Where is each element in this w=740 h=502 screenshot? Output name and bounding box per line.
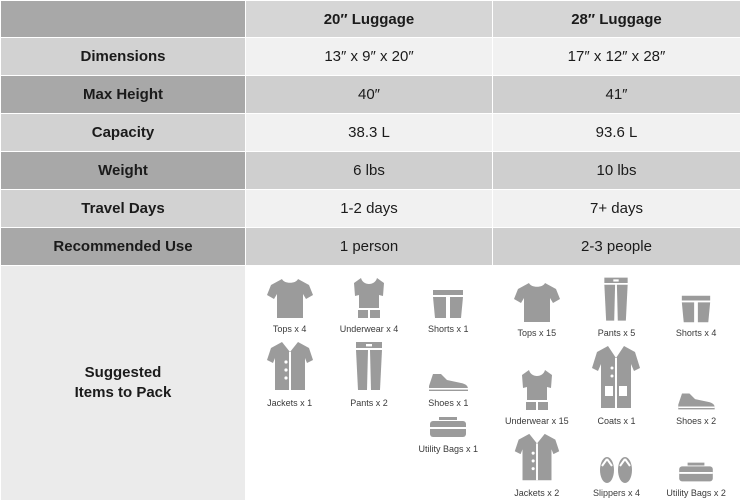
table-row [1,152,740,190]
row-label-max-height: Max Height [1,76,246,114]
table-row [1,228,740,266]
row-label-recommended-use: Recommended Use [1,228,246,266]
pack-item-caption: Slippers x 4 [593,488,640,498]
table-row [1,190,740,228]
pack-item-caption: Coats x 1 [597,416,635,426]
row-label-capacity: Capacity [1,114,246,152]
sandals-icon [594,452,638,486]
pack-item [497,430,576,502]
pack-item [497,342,576,430]
tshirt-icon [510,278,564,326]
table-row [1,114,740,152]
pack-item-caption: Jackets x 1 [267,398,312,408]
bag-icon [423,412,473,442]
pack-item-caption: Shoes x 1 [428,398,468,408]
cell-capacity-20: 38.3 L [246,114,493,152]
cell-recommended-use-20: 1 person [246,228,493,266]
table-row-suggested-items [1,266,740,501]
tanktop-icon [344,274,394,322]
shoe-icon [671,386,721,414]
cell-max-height-28: 41″ [493,76,740,114]
pack-item [250,274,329,338]
row-label-dimensions: Dimensions [1,38,246,76]
pack-item-caption: Utility Bags x 2 [666,488,726,498]
pack-list-20 [246,266,493,501]
pack-item [657,274,736,342]
table-header-row [1,1,740,38]
cell-dimensions-28: 17″ x 12″ x 28″ [493,38,740,76]
shorts-icon [424,286,472,322]
pack-item [409,274,488,338]
row-label-suggested-items [1,266,246,501]
pack-list-28 [493,266,740,501]
cell-capacity-28: 93.6 L [493,114,740,152]
pack-item-caption: Jackets x 2 [514,488,559,498]
cell-weight-28: 10 lbs [493,152,740,190]
pack-item [657,342,736,430]
pants-icon [594,274,638,326]
pack-item [409,338,488,412]
pack-item-spacer [330,412,409,458]
column-header-20: 20″ Luggage [246,1,493,38]
pack-item [577,274,656,342]
tanktop-icon [512,366,562,414]
pack-item-caption: Shorts x 1 [428,324,469,334]
tshirt-icon [263,274,317,322]
pack-item [657,430,736,502]
cell-weight-20: 6 lbs [246,152,493,190]
cell-travel-days-20: 1-2 days [246,190,493,228]
jacket-icon [510,430,564,486]
cell-travel-days-28: 7+ days [493,190,740,228]
pack-item [330,338,409,412]
pack-item-caption: Shorts x 4 [676,328,717,338]
pack-item-caption: Tops x 15 [518,328,557,338]
pack-item-caption: Shoes x 2 [676,416,716,426]
pack-item-caption: Underwear x 15 [505,416,569,426]
cell-dimensions-20: 13″ x 9″ x 20″ [246,38,493,76]
cell-max-height-20: 40″ [246,76,493,114]
pants-icon [346,338,392,396]
pack-item-caption: Utility Bags x 1 [419,444,479,454]
table-row [1,38,740,76]
column-header-28: 28″ Luggage [493,1,740,38]
pack-item-caption: Underwear x 4 [340,324,399,334]
cell-recommended-use-28: 2-3 people [493,228,740,266]
jacket-icon [263,338,317,396]
suggested-items-line2: Items to Pack [1,383,245,403]
pack-item [409,412,488,458]
pack-item [497,274,576,342]
suggested-items-line1: Suggested [1,363,245,383]
corner-cell [1,1,246,38]
pack-item [330,274,409,338]
pack-item-spacer [250,412,329,458]
shoe-icon [423,366,473,396]
pack-item-caption: Pants x 5 [598,328,636,338]
table-row [1,76,740,114]
pack-item [250,338,329,412]
shorts-icon [672,292,720,326]
coat-icon [588,342,644,414]
pack-item [577,430,656,502]
bag-icon [671,458,721,486]
pack-item-caption: Pants x 2 [350,398,388,408]
row-label-travel-days: Travel Days [1,190,246,228]
row-label-weight: Weight [1,152,246,190]
pack-item [577,342,656,430]
pack-item-caption: Tops x 4 [273,324,307,334]
